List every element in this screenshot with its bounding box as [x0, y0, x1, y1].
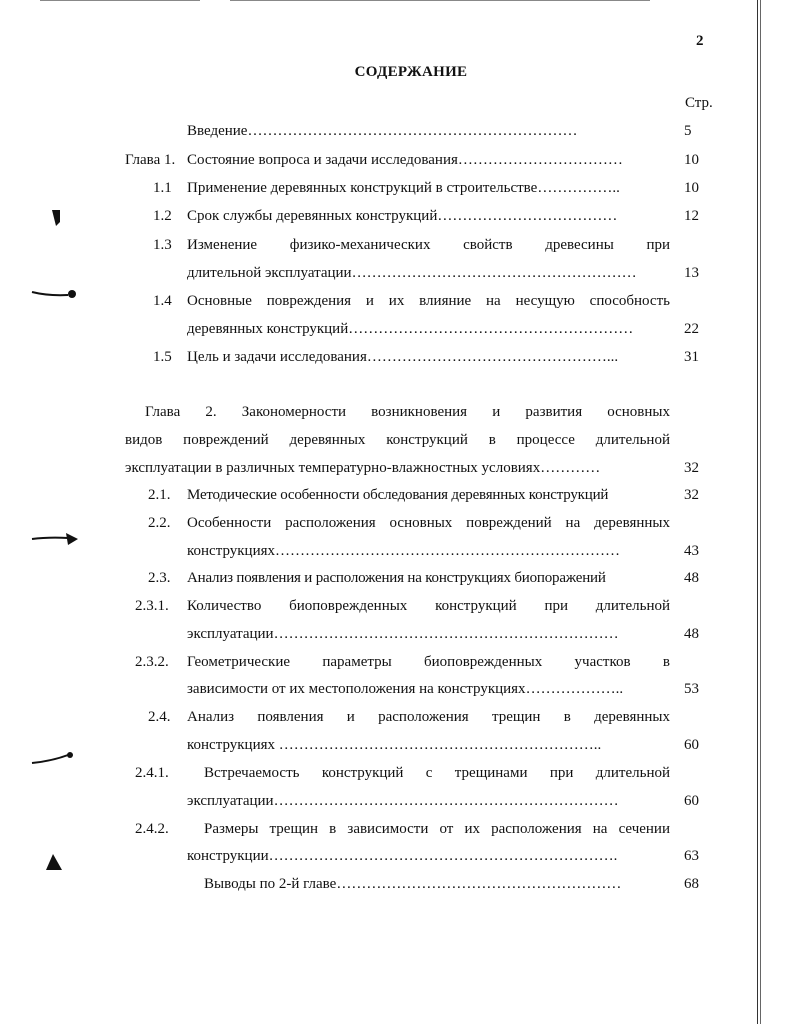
toc-entry-text: Встречаемость конструкций с трещинами при длительной	[204, 765, 670, 781]
toc-entry-number: 1.3	[153, 237, 172, 253]
toc-entry-page: 22	[684, 321, 699, 337]
toc-entry-text: эксплуатации в различных температурно-влажностных условиях…………	[125, 460, 601, 476]
scan-right-edge	[760, 0, 761, 1024]
toc-entry-number: 2.4.	[148, 709, 171, 725]
toc-entry-text: Выводы по 2-й главе…………………………………………………	[204, 876, 622, 892]
toc-entry-text: Срок службы деревянных конструкций………………………………	[187, 208, 618, 224]
toc-entry-page: 5	[684, 123, 692, 139]
toc-entry-text: Глава 2. Закономерности возникновения и развития основных	[145, 404, 670, 420]
toc-entry-text: Применение деревянных конструкций в строительстве……………..	[187, 180, 620, 196]
toc-entry-text: Методические особенности обследования деревянных конструкций	[187, 487, 609, 503]
toc-entry-page: 32	[684, 460, 699, 476]
scan-top-line	[40, 0, 200, 1]
toc-entry-text: Размеры трещин в зависимости от их расположения на сечении	[204, 821, 670, 837]
toc-entry-number: 2.3.	[148, 570, 171, 586]
toc-entry-number: 1.2	[153, 208, 172, 224]
toc-entry-number: 1.4	[153, 293, 172, 309]
page-title: СОДЕРЖАНИЕ	[354, 64, 468, 80]
toc-entry-number: 2.3.2.	[135, 654, 169, 670]
toc-entry-number: 2.3.1.	[135, 598, 169, 614]
toc-entry-page: 31	[684, 349, 699, 365]
scan-artifact	[28, 745, 88, 775]
toc-entry-page: 43	[684, 543, 699, 559]
toc-entry-number: Глава 1.	[125, 152, 176, 168]
scan-artifact	[28, 525, 88, 555]
toc-entry-text: Основные повреждения и их влияние на несущую способность	[187, 293, 670, 309]
toc-entry-page: 48	[684, 570, 699, 586]
toc-entry-page: 53	[684, 681, 699, 697]
toc-entry-page: 60	[684, 737, 699, 753]
toc-entry-text: конструкциях ………………………………………………………..	[187, 737, 602, 753]
toc-entry-number: 1.5	[153, 349, 172, 365]
toc-entry-text: Введение…………………………………………………………	[187, 123, 578, 139]
toc-entry-text: эксплуатации……………………………………………………………	[187, 793, 619, 809]
toc-entry-text: видов повреждений деревянных конструкций в процессе длительной	[125, 432, 670, 448]
toc-entry-text: конструкциях……………………………………………………………	[187, 543, 620, 559]
toc-entry-number: 2.1.	[148, 487, 171, 503]
page-column-header: Стр.	[685, 95, 713, 111]
scan-artifact	[38, 848, 68, 878]
toc-entry-page: 68	[684, 876, 699, 892]
toc-entry-text: Анализ появления и расположения трещин в деревянных	[187, 709, 670, 725]
scan-artifact	[28, 280, 88, 310]
toc-entry-page: 12	[684, 208, 699, 224]
toc-entry-number: 2.2.	[148, 515, 171, 531]
toc-entry-text: деревянных конструкций…………………………………………………	[187, 321, 634, 337]
toc-entry-number: 2.4.2.	[135, 821, 169, 837]
toc-entry-text: длительной эксплуатации…………………………………………………	[187, 265, 637, 281]
toc-entry-text: зависимости от их местоположения на конструкциях………………..	[187, 681, 624, 697]
page-number: 2	[696, 33, 704, 49]
toc-entry-page: 13	[684, 265, 699, 281]
scan-top-line	[230, 0, 650, 1]
toc-entry-page: 60	[684, 793, 699, 809]
toc-entry-text: Количество биоповрежденных конструкций при длительной	[187, 598, 670, 614]
toc-entry-text: эксплуатации……………………………………………………………	[187, 626, 619, 642]
toc-entry-page: 63	[684, 848, 699, 864]
toc-entry-text: Особенности расположения основных повреждений на деревянных	[187, 515, 670, 531]
toc-entry-text: Анализ появления и расположения на конструкциях биопоражений	[187, 570, 606, 586]
toc-entry-text: Геометрические параметры биоповрежденных участков в	[187, 654, 670, 670]
toc-entry-page: 32	[684, 487, 699, 503]
toc-entry-page: 48	[684, 626, 699, 642]
toc-entry-page: 10	[684, 180, 699, 196]
toc-entry-number: 2.4.1.	[135, 765, 169, 781]
toc-entry-page: 10	[684, 152, 699, 168]
toc-entry-text: Изменение физико-механических свойств древесины при	[187, 237, 670, 253]
scan-artifact	[30, 200, 80, 230]
scan-right-edge	[757, 0, 758, 1024]
toc-entry-text: Состояние вопроса и задачи исследования……………………………	[187, 152, 623, 168]
toc-entry-text: конструкции…………………………………………………………….	[187, 848, 618, 864]
toc-entry-number: 1.1	[153, 180, 172, 196]
toc-entry-text: Цель и задачи исследования…………………………………………...	[187, 349, 619, 365]
